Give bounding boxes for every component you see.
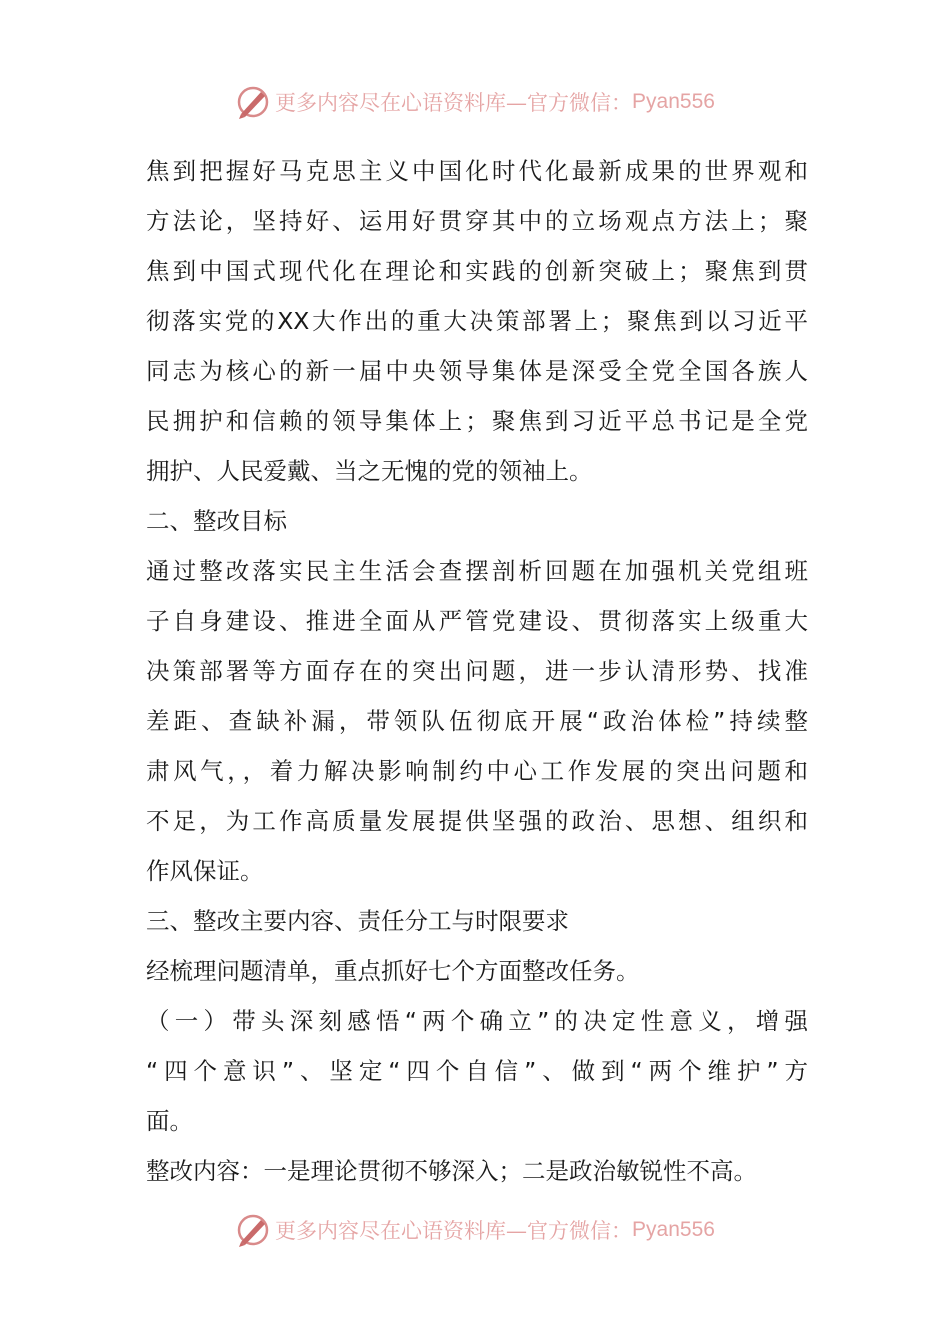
- text-line: 同志为核心的新一届中央领导集体是深受全党全国各族人: [146, 357, 808, 385]
- text-line: 不足，为工作高质量发展提供坚强的政治、思想、组织和: [146, 807, 808, 835]
- text-line: 通过整改落实民主生活会查摆剖析回题在加强机关党组班: [146, 557, 808, 585]
- text-line: （一）带头深刻感悟“两个确立”的决定性意义，增强: [146, 1007, 808, 1035]
- text-line: 彻落实党的XX大作出的重大决策部署上；聚焦到以习近平: [146, 307, 808, 335]
- text-line: 肃风气，，着力解决影响制约中心工作发展的突出问题和: [146, 757, 808, 785]
- section-heading: 二、整改目标: [146, 507, 287, 535]
- text-line: “四个意识”、坚定“四个自信”、做到“两个维护”方: [146, 1057, 808, 1085]
- text-line: 方法论，坚持好、运用好贯穿其中的立场观点方法上；聚: [146, 207, 808, 235]
- footer-banner: [0, 1210, 950, 1250]
- header-banner: [0, 82, 950, 122]
- banner-text: 更多内容尽在心语资料库—官方微信：: [275, 1219, 633, 1243]
- wechat-id: Pyan556: [632, 90, 715, 113]
- section-heading: 三、整改主要内容、责任分工与时限要求: [146, 907, 569, 935]
- wechat-id: Pyan556: [632, 1218, 715, 1241]
- text-line: 决策部署等方面存在的突出问题，进一步认清形势、找准: [146, 657, 808, 685]
- text-line: 面。: [146, 1107, 193, 1135]
- text-line: 民拥护和信赖的领导集体上；聚焦到习近平总书记是全党: [146, 407, 808, 435]
- text-line: 经梳理问题清单，重点抓好七个方面整改任务。: [146, 957, 640, 985]
- text-line: 作风保证。: [146, 857, 264, 885]
- text-line: 整改内容：一是理论贯彻不够深入；二是政治敏锐性不高。: [146, 1157, 757, 1185]
- text-line: 拥护、人民爱戴、当之无愧的党的领袖上。: [146, 457, 593, 485]
- text-line: 焦到把握好马克思主义中国化时代化最新成果的世界观和: [146, 157, 808, 185]
- pen-logo-icon: [235, 1212, 271, 1248]
- text-line: 焦到中国式现代化在理论和实践的创新突破上；聚焦到贯: [146, 257, 808, 285]
- document-body: [146, 146, 808, 1196]
- pen-logo-icon: [235, 84, 271, 120]
- banner-text: 更多内容尽在心语资料库—官方微信：: [275, 91, 633, 115]
- text-line: 子自身建设、推进全面从严管党建设、贯彻落实上级重大: [146, 607, 808, 635]
- text-line: 差距、查缺补漏，带领队伍彻底开展“政治体检”持续整: [146, 707, 808, 735]
